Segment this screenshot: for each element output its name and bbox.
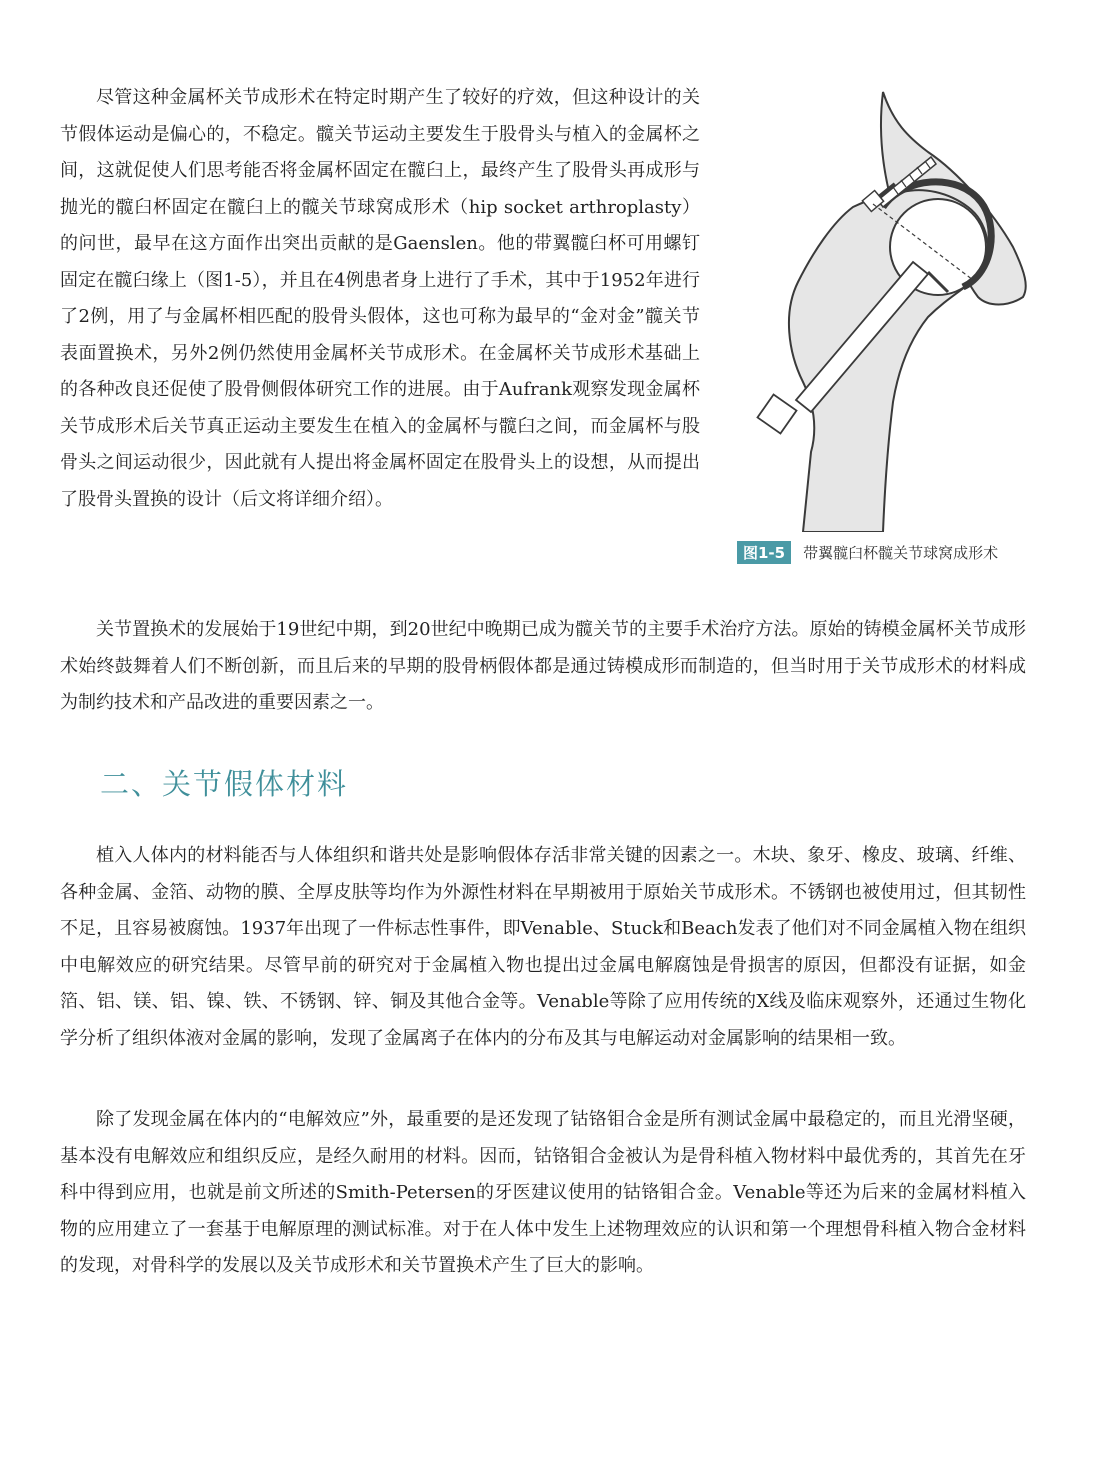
paragraph-text: 尽管这种金属杯关节成形术在特定时期产生了较好的疗效，但这种设计的关节假体运动是偏心的，不稳定。髋关节运动主要发生于股骨头与植入的金属杯之间，这就促使人们思考能否将金属杯固定在髋臼上，最终产生了股骨头再成形与抛光的髋臼杯固定在髋臼上的髋关节球窝成形术（hip socket arthroplasty）的问世，最早在这方面作出突出贡献的是Gaenslen。他的带翼髋臼杯可用螺钉固定在髋臼缘上（图1-5），并且在4例患者身上进行了手术，其中于1952年进行了2例，用了与金属杯相匹配的股骨头假体，这也可称为最早的“金对金”髋关节表面置换术，另外2例仍然使用金属杯关节成形术。在金属杯关节成形术基础上的各种改良还促使了股骨侧假体研究工作的进展。由于Aufrank观察发现金属杯关节成形术后关节真正运动主要发生在植入的金属杯与髋臼之间，而金属杯与股骨头之间运动很少，因此就有人提出将金属杯固定在股骨头上的设想，从而提出了股骨头置换的设计（后文将详细介绍）。 xyxy=(60,87,700,510)
paragraph-text: 除了发现金属在体内的“电解效应”外，最重要的是还发现了钴铬钼合金是所有测试金属中最稳定的，而且光滑坚硬，基本没有电解效应和组织反应，是经久耐用的材料。因而，钴铬钼合金被认为是骨科植入物材料中最优秀的，其首先在牙科中得到应用，也就是前文所述的Smith-Petersen的牙医建议使用的钴铬钼合金。Venable等还为后来的金属材料植入物的应用建立了一套基于电解原理的测试标准。对于在人体中发生上述物理效应的认识和第一个理想骨科植入物合金材料的发现，对骨科学的发展以及关节成形术和关节置换术产生了巨大的影响。 xyxy=(60,1109,1026,1276)
figure-label: 图1-5 xyxy=(737,541,791,564)
femur-diagram xyxy=(733,82,1033,532)
paragraph-text: 关节置换术的发展始于19世纪中期，到20世纪中晚期已成为髋关节的主要手术治疗方法。原始的铸模金属杯关节成形术始终鼓舞着人们不断创新，而且后来的早期的股骨柄假体都是通过铸模成形而制造的，但当时用于关节成形术的材料成为制约技术和产品改进的重要因素之一。 xyxy=(60,619,1026,713)
paragraph-text: 植入人体内的材料能否与人体组织和谐共处是影响假体存活非常关键的因素之一。木块、象牙、橡皮、玻璃、纤维、各种金属、金箔、动物的膜、全厚皮肤等均作为外源性材料在早期被用于原始关节成形术。不锈钢也被使用过，但其韧性不足，且容易被腐蚀。1937年出现了一件标志性事件，即Venable、Stuck和Beach发表了他们对不同金属植入物在组织中电解效应的研究结果。尽管早前的研究对于金属植入物也提出过金属电解腐蚀是骨损害的原因，但都没有证据，如金箔、铝、镁、铝、镍、铁、不锈钢、锌、铜及其他合金等。Venable等除了应用传统的X线及临床观察外，还通过生物化学分析了组织体液对金属的影响，发现了金属离子在体内的分布及其与电解运动对金属影响的结果相一致。 xyxy=(60,845,1026,1049)
section-heading: 二、关节假体材料 xyxy=(100,767,349,801)
figure-caption-text: 带翼髋臼杯髋关节球窝成形术 xyxy=(803,544,999,562)
body-paragraph xyxy=(60,1102,1026,1285)
body-paragraph xyxy=(60,838,1026,1057)
figure-hip-socket xyxy=(733,82,1033,532)
figure-caption xyxy=(737,541,998,564)
body-paragraph xyxy=(60,612,1026,722)
body-paragraph-left xyxy=(60,80,700,518)
